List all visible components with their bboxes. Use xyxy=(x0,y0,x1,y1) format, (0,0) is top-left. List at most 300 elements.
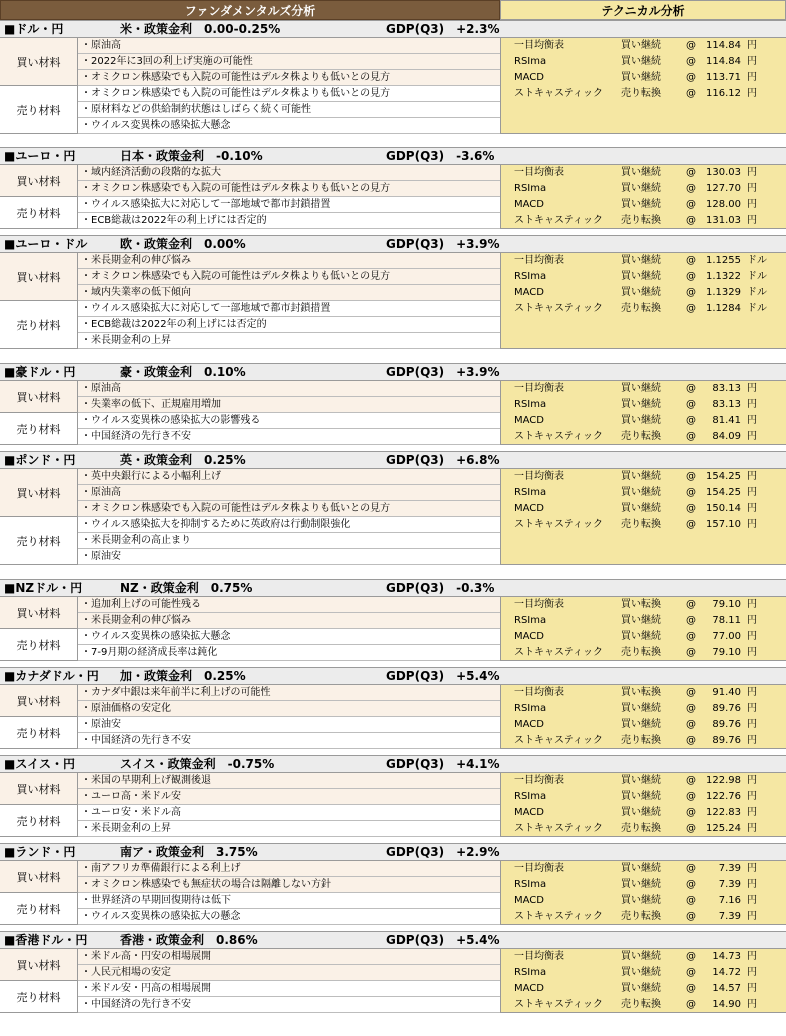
currency-section xyxy=(0,755,786,837)
technical-panel xyxy=(500,949,786,1013)
technical-row xyxy=(501,893,786,909)
technical-row xyxy=(501,181,786,197)
section-body xyxy=(0,381,786,445)
indicator-name: 一目均衡表 xyxy=(514,951,564,962)
indicator-name: RSIma xyxy=(514,487,547,498)
price-unit: 円 xyxy=(747,431,757,442)
price-unit: 円 xyxy=(747,983,757,994)
sell-factors-label: 売り材料 xyxy=(0,413,78,445)
price-value: 154.25 xyxy=(706,487,741,498)
at-sign: @ xyxy=(686,40,696,51)
indicator-name: 一目均衡表 xyxy=(514,255,564,266)
at-sign: @ xyxy=(686,775,696,786)
price-value: 1.1329 xyxy=(706,287,741,298)
signal-status: 買い継続 xyxy=(621,56,661,67)
currency-section xyxy=(0,843,786,925)
buy-factor-item: ・米国の早期利上げ観測後退 xyxy=(78,773,500,789)
price-unit: 円 xyxy=(747,895,757,906)
at-sign: @ xyxy=(686,967,696,978)
price-unit: 円 xyxy=(747,863,757,874)
price-value: 128.00 xyxy=(706,199,741,210)
sell-factor-item: ・原油安 xyxy=(78,549,500,565)
price-value: 130.03 xyxy=(706,167,741,178)
price-value: 116.12 xyxy=(706,88,741,99)
sell-factor-item: ・ウイルス変異株の感染拡大の影響残る xyxy=(78,413,500,429)
at-sign: @ xyxy=(686,703,696,714)
signal-status: 買い継続 xyxy=(621,503,661,514)
at-sign: @ xyxy=(686,471,696,482)
technical-row xyxy=(501,773,786,789)
at-sign: @ xyxy=(686,431,696,442)
buy-factors-label: 買い材料 xyxy=(0,469,78,517)
buy-factor-item: ・失業率の低下、正規雇用増加 xyxy=(78,397,500,413)
at-sign: @ xyxy=(686,383,696,394)
buy-factor-item: ・2022年に3回の利上げ実施の可能性 xyxy=(78,54,500,70)
price-unit: 円 xyxy=(747,703,757,714)
currency-pair: ■ドル・円 xyxy=(4,22,64,36)
buy-factor-item: ・原油高 xyxy=(78,485,500,501)
buy-factor-item: ・人民元相場の安定 xyxy=(78,965,500,981)
price-value: 81.41 xyxy=(712,415,741,426)
price-unit: 円 xyxy=(747,823,757,834)
signal-status: 買い継続 xyxy=(621,255,661,266)
buy-factor-item: ・追加利上げの可能性残る xyxy=(78,597,500,613)
buy-factor-item: ・米長期金利の伸び悩み xyxy=(78,613,500,629)
price-value: 14.73 xyxy=(712,951,741,962)
signal-status: 買い継続 xyxy=(621,631,661,642)
section-title-bar xyxy=(0,147,786,165)
gdp-growth: GDP(Q3) +5.4% xyxy=(386,669,500,683)
price-value: 89.76 xyxy=(712,703,741,714)
technical-row xyxy=(501,805,786,821)
sell-factor-item: ・ウイルス感染拡大に対応して一部地域で都市封鎖措置 xyxy=(78,301,500,317)
section-body xyxy=(0,949,786,1013)
policy-rate: スイス・政策金利 -0.75% xyxy=(120,757,275,771)
price-unit: 円 xyxy=(747,415,757,426)
buy-factor-item: ・南アフリカ準備銀行による利上げ xyxy=(78,861,500,877)
signal-status: 買い継続 xyxy=(621,183,661,194)
signal-status: 買い継続 xyxy=(621,167,661,178)
price-value: 131.03 xyxy=(706,215,741,226)
currency-pair: ■スイス・円 xyxy=(4,757,75,771)
price-value: 83.13 xyxy=(712,383,741,394)
price-unit: 円 xyxy=(747,911,757,922)
sell-factors-label: 売り材料 xyxy=(0,893,78,925)
at-sign: @ xyxy=(686,687,696,698)
currency-section xyxy=(0,363,786,445)
technical-row xyxy=(501,54,786,70)
sell-factor-item: ・ECB総裁は2022年の利上げには否定的 xyxy=(78,317,500,333)
price-unit: 円 xyxy=(747,215,757,226)
price-value: 157.10 xyxy=(706,519,741,530)
indicator-name: RSIma xyxy=(514,967,547,978)
section-title-bar xyxy=(0,579,786,597)
price-value: 114.84 xyxy=(706,56,741,67)
signal-status: 買い継続 xyxy=(621,399,661,410)
price-value: 89.76 xyxy=(712,735,741,746)
price-unit: 円 xyxy=(747,879,757,890)
price-value: 14.72 xyxy=(712,967,741,978)
signal-status: 買い継続 xyxy=(621,40,661,51)
price-value: 127.70 xyxy=(706,183,741,194)
indicator-name: RSIma xyxy=(514,271,547,282)
technical-row xyxy=(501,645,786,661)
signal-status: 買い継続 xyxy=(621,271,661,282)
price-value: 113.71 xyxy=(706,72,741,83)
price-value: 122.83 xyxy=(706,807,741,818)
currency-pair: ■香港ドル・円 xyxy=(4,933,88,947)
technical-row xyxy=(501,301,786,317)
indicator-name: RSIma xyxy=(514,703,547,714)
at-sign: @ xyxy=(686,72,696,83)
price-value: 7.16 xyxy=(718,895,741,906)
technical-header: テクニカル分析 xyxy=(500,0,786,20)
at-sign: @ xyxy=(686,719,696,730)
sell-factor-item: ・オミクロン株感染でも入院の可能性はデルタ株よりも低いとの見方 xyxy=(78,86,500,102)
indicator-name: MACD xyxy=(514,503,544,514)
indicator-name: MACD xyxy=(514,807,544,818)
sell-factors-label: 売り材料 xyxy=(0,517,78,565)
indicator-name: ストキャスティック xyxy=(514,303,603,314)
signal-status: 売り転換 xyxy=(621,735,661,746)
gdp-growth: GDP(Q3) +6.8% xyxy=(386,453,500,467)
price-value: 14.57 xyxy=(712,983,741,994)
indicator-name: RSIma xyxy=(514,791,547,802)
technical-row xyxy=(501,165,786,181)
technical-row xyxy=(501,701,786,717)
sell-factor-item: ・中国経済の先行き不安 xyxy=(78,429,500,445)
buy-factors-label: 買い材料 xyxy=(0,597,78,629)
gdp-growth: GDP(Q3) +2.3% xyxy=(386,22,500,36)
indicator-name: RSIma xyxy=(514,615,547,626)
technical-row xyxy=(501,253,786,269)
buy-factor-item: ・オミクロン株感染でも入院の可能性はデルタ株よりも低いとの見方 xyxy=(78,70,500,86)
price-value: 150.14 xyxy=(706,503,741,514)
currency-pair: ■ユーロ・ドル xyxy=(4,237,88,251)
buy-factors-label: 買い材料 xyxy=(0,253,78,301)
buy-factor-item: ・ユーロ高・米ドル安 xyxy=(78,789,500,805)
price-unit: 円 xyxy=(747,88,757,99)
technical-row xyxy=(501,413,786,429)
buy-factors-label: 買い材料 xyxy=(0,949,78,981)
price-unit: 円 xyxy=(747,599,757,610)
at-sign: @ xyxy=(686,895,696,906)
indicator-name: MACD xyxy=(514,895,544,906)
sell-factor-item: ・米長期金利の上昇 xyxy=(78,821,500,837)
signal-status: 買い継続 xyxy=(621,415,661,426)
price-unit: 円 xyxy=(747,791,757,802)
at-sign: @ xyxy=(686,823,696,834)
price-unit: 円 xyxy=(747,167,757,178)
buy-factor-item: ・原油価格の安定化 xyxy=(78,701,500,717)
buy-factors-label: 買い材料 xyxy=(0,38,78,86)
sell-factor-item: ・ウイルス変異株の感染拡大の懸念 xyxy=(78,909,500,925)
indicator-name: ストキャスティック xyxy=(514,735,603,746)
buy-factor-item: ・英中央銀行による小幅利上げ xyxy=(78,469,500,485)
technical-panel xyxy=(500,469,786,565)
signal-status: 買い継続 xyxy=(621,951,661,962)
currency-pair: ■ユーロ・円 xyxy=(4,149,76,163)
price-unit: 円 xyxy=(747,199,757,210)
signal-status: 買い継続 xyxy=(621,791,661,802)
technical-row xyxy=(501,269,786,285)
price-value: 122.98 xyxy=(706,775,741,786)
technical-row xyxy=(501,501,786,517)
technical-row xyxy=(501,397,786,413)
price-unit: 円 xyxy=(747,687,757,698)
policy-rate: 南ア・政策金利 3.75% xyxy=(120,845,258,859)
technical-panel xyxy=(500,165,786,229)
price-unit: 円 xyxy=(747,40,757,51)
at-sign: @ xyxy=(686,911,696,922)
at-sign: @ xyxy=(686,287,696,298)
policy-rate: 香港・政策金利 0.86% xyxy=(120,933,258,947)
price-value: 14.90 xyxy=(712,999,741,1010)
signal-status: 買い継続 xyxy=(621,471,661,482)
price-unit: ドル xyxy=(747,255,767,266)
buy-factor-item: ・原油高 xyxy=(78,38,500,54)
price-unit: 円 xyxy=(747,719,757,730)
technical-row xyxy=(501,965,786,981)
at-sign: @ xyxy=(686,983,696,994)
price-value: 7.39 xyxy=(718,911,741,922)
at-sign: @ xyxy=(686,631,696,642)
signal-status: 買い継続 xyxy=(621,719,661,730)
price-unit: 円 xyxy=(747,967,757,978)
price-unit: 円 xyxy=(747,471,757,482)
sell-factors-label: 売り材料 xyxy=(0,717,78,749)
fundamentals-header: ファンダメンタルズ分析 xyxy=(0,0,500,20)
at-sign: @ xyxy=(686,56,696,67)
price-unit: 円 xyxy=(747,615,757,626)
buy-factor-item: ・オミクロン株感染でも入院の可能性はデルタ株よりも低いとの見方 xyxy=(78,269,500,285)
sell-factor-item: ・米ドル安・円高の相場展開 xyxy=(78,981,500,997)
section-title-bar xyxy=(0,931,786,949)
buy-factor-item: ・オミクロン株感染でも入院の可能性はデルタ株よりも低いとの見方 xyxy=(78,501,500,517)
buy-factor-item: ・オミクロン株感染でも入院の可能性はデルタ株よりも低いとの見方 xyxy=(78,181,500,197)
indicator-name: MACD xyxy=(514,72,544,83)
indicator-name: ストキャスティック xyxy=(514,215,603,226)
buy-factor-item: ・域内失業率の低下傾向 xyxy=(78,285,500,301)
price-unit: 円 xyxy=(747,487,757,498)
price-value: 89.76 xyxy=(712,719,741,730)
sell-factor-item: ・ユーロ安・米ドル高 xyxy=(78,805,500,821)
currency-pair: ■NZドル・円 xyxy=(4,581,83,595)
price-unit: 円 xyxy=(747,399,757,410)
at-sign: @ xyxy=(686,807,696,818)
sell-factor-item: ・ウイルス感染拡大に対応して一部地域で都市封鎖措置 xyxy=(78,197,500,213)
technical-row xyxy=(501,877,786,893)
indicator-name: ストキャスティック xyxy=(514,88,603,99)
indicator-name: RSIma xyxy=(514,399,547,410)
buy-factors-label: 買い材料 xyxy=(0,165,78,197)
technical-row xyxy=(501,997,786,1013)
technical-row xyxy=(501,485,786,501)
at-sign: @ xyxy=(686,791,696,802)
section-body xyxy=(0,861,786,925)
at-sign: @ xyxy=(686,255,696,266)
indicator-name: 一目均衡表 xyxy=(514,687,564,698)
price-value: 1.1322 xyxy=(706,271,741,282)
price-unit: 円 xyxy=(747,647,757,658)
technical-row xyxy=(501,613,786,629)
signal-status: 買い継続 xyxy=(621,983,661,994)
signal-status: 買い継続 xyxy=(621,863,661,874)
section-title-bar xyxy=(0,363,786,381)
price-value: 84.09 xyxy=(712,431,741,442)
technical-row xyxy=(501,981,786,997)
technical-panel xyxy=(500,861,786,925)
price-value: 114.84 xyxy=(706,40,741,51)
signal-status: 買い継続 xyxy=(621,615,661,626)
price-unit: 円 xyxy=(747,775,757,786)
indicator-name: MACD xyxy=(514,983,544,994)
technical-row xyxy=(501,70,786,86)
section-title-bar xyxy=(0,451,786,469)
section-body xyxy=(0,253,786,349)
at-sign: @ xyxy=(686,735,696,746)
indicator-name: MACD xyxy=(514,631,544,642)
price-value: 7.39 xyxy=(718,879,741,890)
at-sign: @ xyxy=(686,88,696,99)
price-unit: ドル xyxy=(747,271,767,282)
section-body xyxy=(0,165,786,229)
indicator-name: MACD xyxy=(514,199,544,210)
signal-status: 売り転換 xyxy=(621,303,661,314)
price-unit: 円 xyxy=(747,735,757,746)
at-sign: @ xyxy=(686,951,696,962)
section-title-bar xyxy=(0,755,786,773)
currency-section xyxy=(0,235,786,349)
at-sign: @ xyxy=(686,599,696,610)
price-value: 77.00 xyxy=(712,631,741,642)
gdp-growth: GDP(Q3) +4.1% xyxy=(386,757,500,771)
currency-pair: ■豪ドル・円 xyxy=(4,365,76,379)
signal-status: 売り転換 xyxy=(621,999,661,1010)
price-value: 154.25 xyxy=(706,471,741,482)
signal-status: 売り転換 xyxy=(621,519,661,530)
indicator-name: ストキャスティック xyxy=(514,519,603,530)
price-unit: 円 xyxy=(747,72,757,83)
signal-status: 買い継続 xyxy=(621,775,661,786)
buy-factor-item: ・域内経済活動の段階的な拡大 xyxy=(78,165,500,181)
signal-status: 買い継続 xyxy=(621,967,661,978)
technical-row xyxy=(501,429,786,445)
currency-pair: ■ポンド・円 xyxy=(4,453,76,467)
indicator-name: MACD xyxy=(514,287,544,298)
technical-row xyxy=(501,949,786,965)
sell-factor-item: ・ウイルス変異株の感染拡大懸念 xyxy=(78,629,500,645)
price-unit: 円 xyxy=(747,519,757,530)
signal-status: 売り転換 xyxy=(621,88,661,99)
sell-factors-label: 売り材料 xyxy=(0,981,78,1013)
price-value: 122.76 xyxy=(706,791,741,802)
buy-factors-label: 買い材料 xyxy=(0,861,78,893)
policy-rate: 豪・政策金利 0.10% xyxy=(120,365,246,379)
sell-factor-item: ・原材料などの供給制約状態はしばらく続く可能性 xyxy=(78,102,500,118)
sell-factors-label: 売り材料 xyxy=(0,629,78,661)
price-unit: 円 xyxy=(747,383,757,394)
buy-factors-label: 買い材料 xyxy=(0,773,78,805)
technical-row xyxy=(501,517,786,533)
indicator-name: 一目均衡表 xyxy=(514,599,564,610)
signal-status: 買い継続 xyxy=(621,383,661,394)
price-unit: 円 xyxy=(747,56,757,67)
indicator-name: 一目均衡表 xyxy=(514,40,564,51)
technical-row xyxy=(501,821,786,837)
price-value: 7.39 xyxy=(718,863,741,874)
sell-factor-item: ・原油安 xyxy=(78,717,500,733)
price-value: 1.1284 xyxy=(706,303,741,314)
buy-factor-item: ・カナダ中銀は来年前半に利上げの可能性 xyxy=(78,685,500,701)
policy-rate: 欧・政策金利 0.00% xyxy=(120,237,246,251)
sell-factor-item: ・世界経済の早期回復期待は低下 xyxy=(78,893,500,909)
sell-factor-item: ・中国経済の先行き不安 xyxy=(78,733,500,749)
buy-factors-label: 買い材料 xyxy=(0,381,78,413)
signal-status: 売り転換 xyxy=(621,215,661,226)
section-body xyxy=(0,38,786,134)
signal-status: 買い継続 xyxy=(621,72,661,83)
buy-factor-item: ・原油高 xyxy=(78,381,500,397)
policy-rate: 日本・政策金利 -0.10% xyxy=(120,149,263,163)
section-body xyxy=(0,597,786,661)
signal-status: 買い転換 xyxy=(621,687,661,698)
at-sign: @ xyxy=(686,647,696,658)
technical-panel xyxy=(500,253,786,349)
technical-row xyxy=(501,597,786,613)
signal-status: 売り転換 xyxy=(621,823,661,834)
gdp-growth: GDP(Q3) +2.9% xyxy=(386,845,500,859)
at-sign: @ xyxy=(686,999,696,1010)
signal-status: 買い継続 xyxy=(621,199,661,210)
indicator-name: 一目均衡表 xyxy=(514,863,564,874)
currency-section xyxy=(0,667,786,749)
sell-factor-item: ・米長期金利の高止まり xyxy=(78,533,500,549)
at-sign: @ xyxy=(686,615,696,626)
gdp-growth: GDP(Q3) -0.3% xyxy=(386,581,495,595)
signal-status: 売り転換 xyxy=(621,647,661,658)
at-sign: @ xyxy=(686,199,696,210)
signal-status: 買い転換 xyxy=(621,599,661,610)
indicator-name: RSIma xyxy=(514,879,547,890)
indicator-name: RSIma xyxy=(514,56,547,67)
indicator-name: RSIma xyxy=(514,183,547,194)
at-sign: @ xyxy=(686,271,696,282)
indicator-name: MACD xyxy=(514,719,544,730)
section-title-bar xyxy=(0,235,786,253)
technical-row xyxy=(501,381,786,397)
at-sign: @ xyxy=(686,487,696,498)
sell-factors-label: 売り材料 xyxy=(0,805,78,837)
currency-pair: ■ランド・円 xyxy=(4,845,76,859)
price-value: 78.11 xyxy=(712,615,741,626)
signal-status: 買い継続 xyxy=(621,487,661,498)
technical-row xyxy=(501,629,786,645)
signal-status: 売り転換 xyxy=(621,431,661,442)
currency-section xyxy=(0,451,786,565)
indicator-name: 一目均衡表 xyxy=(514,383,564,394)
indicator-name: 一目均衡表 xyxy=(514,167,564,178)
indicator-name: 一目均衡表 xyxy=(514,775,564,786)
currency-section xyxy=(0,147,786,229)
price-unit: 円 xyxy=(747,503,757,514)
at-sign: @ xyxy=(686,415,696,426)
currency-section xyxy=(0,20,786,134)
policy-rate: 米・政策金利 0.00-0.25% xyxy=(120,22,281,36)
gdp-growth: GDP(Q3) +3.9% xyxy=(386,365,500,379)
at-sign: @ xyxy=(686,399,696,410)
policy-rate: 加・政策金利 0.25% xyxy=(120,669,246,683)
